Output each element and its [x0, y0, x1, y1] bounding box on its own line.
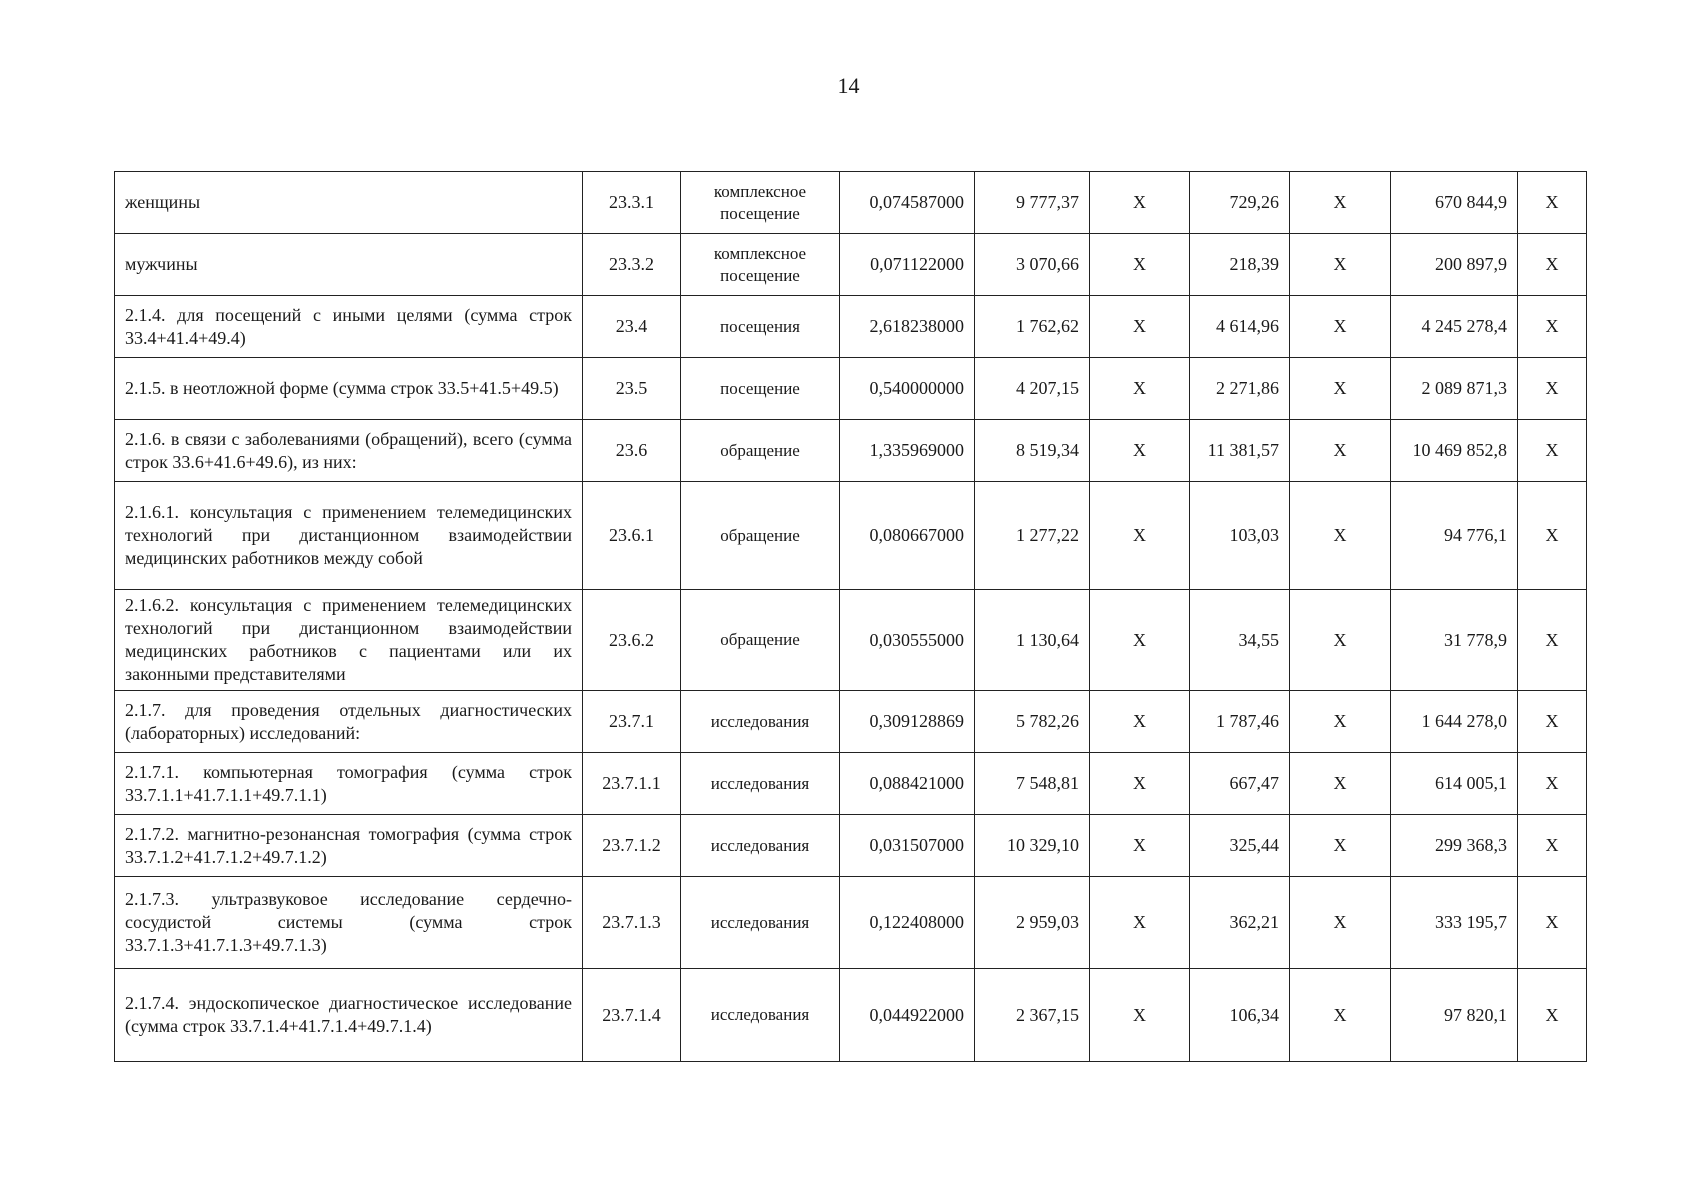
- row-per-capita-cell: 4 614,96: [1190, 296, 1290, 358]
- row-x-cell: Х: [1518, 420, 1587, 482]
- row-unit-cell: обращение: [681, 590, 840, 691]
- row-unit-cell: комплексное посещение: [681, 234, 840, 296]
- row-x-cell: Х: [1290, 172, 1391, 234]
- row-norm-cell: 0,030555000: [840, 590, 975, 691]
- row-code-cell: 23.7.1.4: [583, 969, 681, 1062]
- row-code-cell: 23.7.1: [583, 691, 681, 753]
- row-code-cell: 23.3.1: [583, 172, 681, 234]
- row-name-cell: 2.1.6. в связи с заболеваниями (обращений), всего (сумма строк 33.6+41.6+49.6), из них:: [115, 420, 583, 482]
- row-total-cell: 94 776,1: [1391, 482, 1518, 590]
- row-name-cell: 2.1.7.1. компьютерная томография (сумма строк 33.7.1.1+41.7.1.1+49.7.1.1): [115, 753, 583, 815]
- row-x-cell: Х: [1090, 753, 1190, 815]
- row-per-capita-cell: 218,39: [1190, 234, 1290, 296]
- row-per-capita-cell: 2 271,86: [1190, 358, 1290, 420]
- row-total-cell: 10 469 852,8: [1391, 420, 1518, 482]
- row-unit-cell: комплексное посещение: [681, 172, 840, 234]
- row-per-capita-cell: 11 381,57: [1190, 420, 1290, 482]
- row-x-cell: Х: [1518, 358, 1587, 420]
- row-norm-cell: 0,044922000: [840, 969, 975, 1062]
- row-x-cell: Х: [1290, 296, 1391, 358]
- table-row: [115, 753, 1587, 815]
- row-cost-cell: 8 519,34: [975, 420, 1090, 482]
- row-code-cell: 23.4: [583, 296, 681, 358]
- row-total-cell: 31 778,9: [1391, 590, 1518, 691]
- row-x-cell: Х: [1518, 877, 1587, 969]
- row-code-cell: 23.6.2: [583, 590, 681, 691]
- row-x-cell: Х: [1518, 482, 1587, 590]
- row-x-cell: Х: [1290, 358, 1391, 420]
- row-x-cell: Х: [1090, 969, 1190, 1062]
- row-cost-cell: 2 367,15: [975, 969, 1090, 1062]
- row-name-cell: 2.1.7.3. ультразвуковое исследование сердечно-сосудистой системы (сумма строк 33.7.1.3+41.7.1.3+49.7.1.3): [115, 877, 583, 969]
- row-norm-cell: 0,074587000: [840, 172, 975, 234]
- row-unit-cell: исследования: [681, 877, 840, 969]
- row-per-capita-cell: 34,55: [1190, 590, 1290, 691]
- row-unit-cell: исследования: [681, 753, 840, 815]
- row-unit-cell: посещение: [681, 358, 840, 420]
- row-name-cell: 2.1.6.2. консультация с применением телемедицинских технологий при дистанционном взаимодействии медицинских работников с пациентами или их законными представителями: [115, 590, 583, 691]
- row-x-cell: Х: [1290, 420, 1391, 482]
- row-name-cell: 2.1.7.4. эндоскопическое диагностическое исследование (сумма строк 33.7.1.4+41.7.1.4+49.7.1.4): [115, 969, 583, 1062]
- row-unit-cell: обращение: [681, 420, 840, 482]
- row-total-cell: 299 368,3: [1391, 815, 1518, 877]
- table-row: [115, 877, 1587, 969]
- row-unit-cell: обращение: [681, 482, 840, 590]
- row-cost-cell: 3 070,66: [975, 234, 1090, 296]
- table-row: [115, 358, 1587, 420]
- row-norm-cell: 0,122408000: [840, 877, 975, 969]
- row-x-cell: Х: [1518, 815, 1587, 877]
- row-x-cell: Х: [1290, 590, 1391, 691]
- row-name-cell: женщины: [115, 172, 583, 234]
- row-code-cell: 23.3.2: [583, 234, 681, 296]
- row-name-cell: 2.1.7. для проведения отдельных диагностических (лабораторных) исследований:: [115, 691, 583, 753]
- row-code-cell: 23.6.1: [583, 482, 681, 590]
- row-total-cell: 2 089 871,3: [1391, 358, 1518, 420]
- row-norm-cell: 0,071122000: [840, 234, 975, 296]
- row-unit-cell: исследования: [681, 691, 840, 753]
- row-name-cell: 2.1.7.2. магнитно-резонансная томография (сумма строк 33.7.1.2+41.7.1.2+49.7.1.2): [115, 815, 583, 877]
- row-total-cell: 670 844,9: [1391, 172, 1518, 234]
- table-row: [115, 172, 1587, 234]
- row-x-cell: Х: [1090, 815, 1190, 877]
- row-x-cell: Х: [1090, 877, 1190, 969]
- row-x-cell: Х: [1518, 296, 1587, 358]
- row-total-cell: 4 245 278,4: [1391, 296, 1518, 358]
- row-cost-cell: 9 777,37: [975, 172, 1090, 234]
- row-norm-cell: 0,540000000: [840, 358, 975, 420]
- row-total-cell: 200 897,9: [1391, 234, 1518, 296]
- row-cost-cell: 1 762,62: [975, 296, 1090, 358]
- row-norm-cell: 0,031507000: [840, 815, 975, 877]
- row-x-cell: Х: [1518, 234, 1587, 296]
- row-cost-cell: 10 329,10: [975, 815, 1090, 877]
- row-name-cell: мужчины: [115, 234, 583, 296]
- row-x-cell: Х: [1290, 969, 1391, 1062]
- table-body: [115, 172, 1587, 1062]
- row-x-cell: Х: [1290, 815, 1391, 877]
- row-x-cell: Х: [1518, 753, 1587, 815]
- row-norm-cell: 2,618238000: [840, 296, 975, 358]
- row-name-cell: 2.1.5. в неотложной форме (сумма строк 33.5+41.5+49.5): [115, 358, 583, 420]
- table-row: [115, 296, 1587, 358]
- page-number: 14: [837, 73, 860, 98]
- row-code-cell: 23.7.1.1: [583, 753, 681, 815]
- row-x-cell: Х: [1090, 172, 1190, 234]
- row-cost-cell: 5 782,26: [975, 691, 1090, 753]
- table-row: [115, 234, 1587, 296]
- row-x-cell: Х: [1518, 691, 1587, 753]
- row-x-cell: Х: [1518, 172, 1587, 234]
- row-norm-cell: 1,335969000: [840, 420, 975, 482]
- row-x-cell: Х: [1090, 691, 1190, 753]
- row-code-cell: 23.7.1.3: [583, 877, 681, 969]
- row-per-capita-cell: 1 787,46: [1190, 691, 1290, 753]
- row-x-cell: Х: [1290, 482, 1391, 590]
- row-x-cell: Х: [1290, 691, 1391, 753]
- row-cost-cell: 1 277,22: [975, 482, 1090, 590]
- row-total-cell: 614 005,1: [1391, 753, 1518, 815]
- row-code-cell: 23.7.1.2: [583, 815, 681, 877]
- table-row: [115, 815, 1587, 877]
- row-unit-cell: исследования: [681, 815, 840, 877]
- table-row: [115, 590, 1587, 691]
- row-unit-cell: исследования: [681, 969, 840, 1062]
- row-per-capita-cell: 103,03: [1190, 482, 1290, 590]
- row-per-capita-cell: 729,26: [1190, 172, 1290, 234]
- row-x-cell: Х: [1290, 877, 1391, 969]
- row-x-cell: Х: [1090, 420, 1190, 482]
- table-row: [115, 482, 1587, 590]
- row-x-cell: Х: [1290, 753, 1391, 815]
- row-per-capita-cell: 667,47: [1190, 753, 1290, 815]
- data-table: [114, 171, 1587, 1062]
- row-x-cell: Х: [1090, 358, 1190, 420]
- row-name-cell: 2.1.6.1. консультация с применением телемедицинских технологий при дистанционном взаимодействии медицинских работников между собой: [115, 482, 583, 590]
- table-row: [115, 691, 1587, 753]
- table-row: [115, 420, 1587, 482]
- row-unit-cell: посещения: [681, 296, 840, 358]
- row-cost-cell: 4 207,15: [975, 358, 1090, 420]
- row-cost-cell: 1 130,64: [975, 590, 1090, 691]
- row-cost-cell: 7 548,81: [975, 753, 1090, 815]
- row-name-cell: 2.1.4. для посещений с иными целями (сумма строк 33.4+41.4+49.4): [115, 296, 583, 358]
- row-x-cell: Х: [1090, 234, 1190, 296]
- row-norm-cell: 0,309128869: [840, 691, 975, 753]
- row-x-cell: Х: [1090, 296, 1190, 358]
- row-norm-cell: 0,088421000: [840, 753, 975, 815]
- row-per-capita-cell: 325,44: [1190, 815, 1290, 877]
- row-per-capita-cell: 362,21: [1190, 877, 1290, 969]
- row-total-cell: 1 644 278,0: [1391, 691, 1518, 753]
- row-norm-cell: 0,080667000: [840, 482, 975, 590]
- row-total-cell: 333 195,7: [1391, 877, 1518, 969]
- row-cost-cell: 2 959,03: [975, 877, 1090, 969]
- row-code-cell: 23.5: [583, 358, 681, 420]
- table-row: [115, 969, 1587, 1062]
- row-x-cell: Х: [1518, 590, 1587, 691]
- row-x-cell: Х: [1090, 482, 1190, 590]
- row-x-cell: Х: [1518, 969, 1587, 1062]
- row-total-cell: 97 820,1: [1391, 969, 1518, 1062]
- row-x-cell: Х: [1090, 590, 1190, 691]
- row-x-cell: Х: [1290, 234, 1391, 296]
- row-per-capita-cell: 106,34: [1190, 969, 1290, 1062]
- row-code-cell: 23.6: [583, 420, 681, 482]
